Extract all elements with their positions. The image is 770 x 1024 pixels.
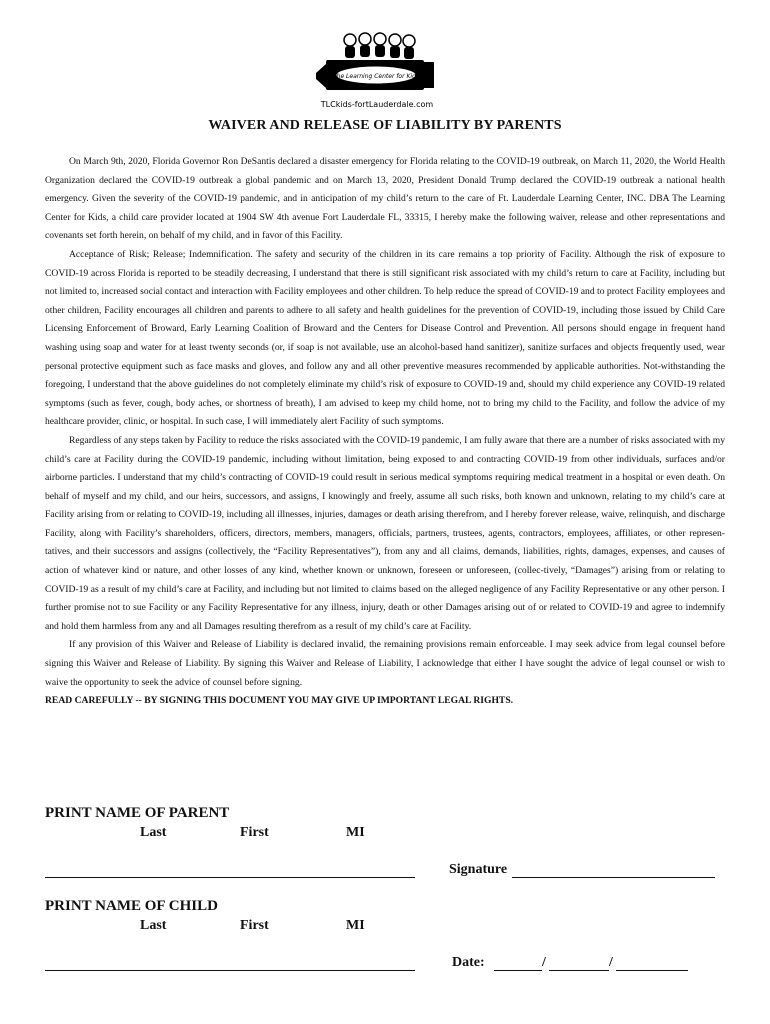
paragraph-intro: On March 9th, 2020, Florida Governor Ron DeSantis declared a disaster emergency for Florida relating to the COVID-19 outbreak, on March 11, 2020, the World Health Organization declared the COVID-19 outbreak a global pandemic and on March 13, 2020, President Donald Trump declared the COVID-19 outbreak a national health emergency. Given the severity of the COVID-19 pandemic, and in anticipation of my child’s return to the care of Ft. Lauderdale Learning Center, INC. DBA The Learning Center for Kids, a child care provider located at 1904 SW 4th avenue Fort Lauderdale FL, 33315, I hereby make the following waiver, release and other representations and covenants set forth herein, on behalf of my child, and in favor of this Facility. <box>45 156 725 242</box>
date-year-field[interactable] <box>616 970 688 971</box>
logo-url: TLCkids-fortLauderdale.com <box>320 100 434 109</box>
date-day-field[interactable] <box>549 970 609 971</box>
paragraph-acceptance-of-risk: Acceptance of Risk; Release; Indemnification. The safety and security of the children in its care remains a top priority of Facility. Although the risk of exposure to COVID-19 across Florida is reported to be steadily decreasing, I understand that there is still significant risk associated with my child’s return to care at Facility, including but not limited to, increased social contact and interaction with Facility employees and other children. To help reduce the spread of COVID-19 and to protect Facility employees and other children, Facility encourages all children and parents to adhere to all safety and health guidelines for the prevention of COVID-19, including those issued by Child Care Licensing Enforcement of Broward, Early Learning Coalition of Broward and the Centers for Disease Control and Prevention. All persons should engage in frequent hand washing using soap and water for at least twenty seconds (or, if soap is not available, use an alcohol-based hand sanitizer), sanitize surfaces and objects frequently used, wear personal protective equipment such as face masks and gloves, and follow any and all other preventive measures recommended by applicable authorities. Not-withstanding the foregoing, I understand that the above guidelines do not completely eliminate my child’s risk of exposure to COVID-19 and, should my child experience any COVID-19 related symptoms (such as fever, cough, body aches, or shortness of breath), I am advised to keep my child home, not to bring my child to the Facility, and follow the advice of my healthcare provider, clinic, or hospital. In such case, I will immediately alert Facility of such symptoms. <box>45 248 725 428</box>
logo-banner-text: The Learning Center for Kids <box>332 73 420 80</box>
parent-last-label: Last <box>140 825 167 840</box>
signature-field[interactable] <box>512 877 715 878</box>
parent-first-label: First <box>240 825 269 840</box>
legal-warning: READ CAREFULLY -- BY SIGNING THIS DOCUMENT YOU MAY GIVE UP IMPORTANT LEGAL RIGHTS. <box>45 695 514 707</box>
child-last-label: Last <box>140 918 167 933</box>
parent-name-field[interactable] <box>45 877 415 878</box>
document-title: WAIVER AND RELEASE OF LIABILITY BY PARENTS <box>208 118 562 133</box>
date-label: Date: <box>452 955 485 970</box>
paragraph-release: Regardless of any steps taken by Facility to reduce the risks associated with the COVID-19 pandemic, I am fully aware that there are a number of risks associated with my child’s care at Facility during the COVID-19 pandemic, including without limitation, being exposed to and contracting COVID-19 from other individuals, surfaces and/or airborne particles. I understand that my child’s contracting of COVID-19 could result in serious medical symptoms requiring medical treatment in a hospital or even death. On behalf of myself and my child, and our heirs, successors, and assigns, I knowingly and freely, assume all such risks, both known and unknown, relating to my child’s care at Facility arising from or relating to COVID-19, including all illnesses, injuries, damages or death arising therefrom, and I hereby forever release, waive, relinquish, and discharge Facility, along with Facility’s shareholders, officers, directors, members, managers, officials, partners, trustees, agents, contractors, employees, affiliates, or other represen-tatives, and their successors and assigns (collectively, the “Facility Representatives”), from any and all claims, demands, liabilities, rights, damages, expenses, and causes of action of whatever kind or nature, and other losses of any kind, whether known or unknown, foreseen or unforeseen, (collec-tively, “Damages”) arising from or relating to COVID-19 as a result of my child’s care at Facility, and including but not limited to claims based on the alleged negligence of any Facility Representative or any other person. I further promise not to sue Facility or any Facility Representative for any illness, injury, death or other Damages arising out of or related to COVID-19 and agree to indemnify and hold them harmless from any and all Damages resulting therefrom as a result of my child’s care at Facility. <box>45 434 725 632</box>
parent-mi-label: MI <box>346 825 365 840</box>
crayon-kids-icon <box>312 30 442 100</box>
paragraph-severability: If any provision of this Waiver and Release of Liability is declared invalid, the remaining provisions remain enforceable. I may seek advice from legal counsel before signing this Waiver and Release of Liability. By signing this Waiver and Release of Liability, I acknowledge that either I have sought the advice of legal counsel or wish to waive the opportunity to seek the advice of counsel before signing. <box>45 639 725 688</box>
parent-name-heading: PRINT NAME OF PARENT <box>45 805 230 821</box>
child-name-field[interactable] <box>45 970 415 971</box>
signature-label: Signature <box>449 862 508 877</box>
date-separator-2: / <box>609 955 613 970</box>
date-separator-1: / <box>542 955 546 970</box>
school-logo <box>312 30 442 114</box>
child-first-label: First <box>240 918 269 933</box>
date-month-field[interactable] <box>494 970 542 971</box>
child-name-heading: PRINT NAME OF CHILD <box>45 898 218 914</box>
waiver-body <box>45 153 725 711</box>
child-mi-label: MI <box>346 918 365 933</box>
